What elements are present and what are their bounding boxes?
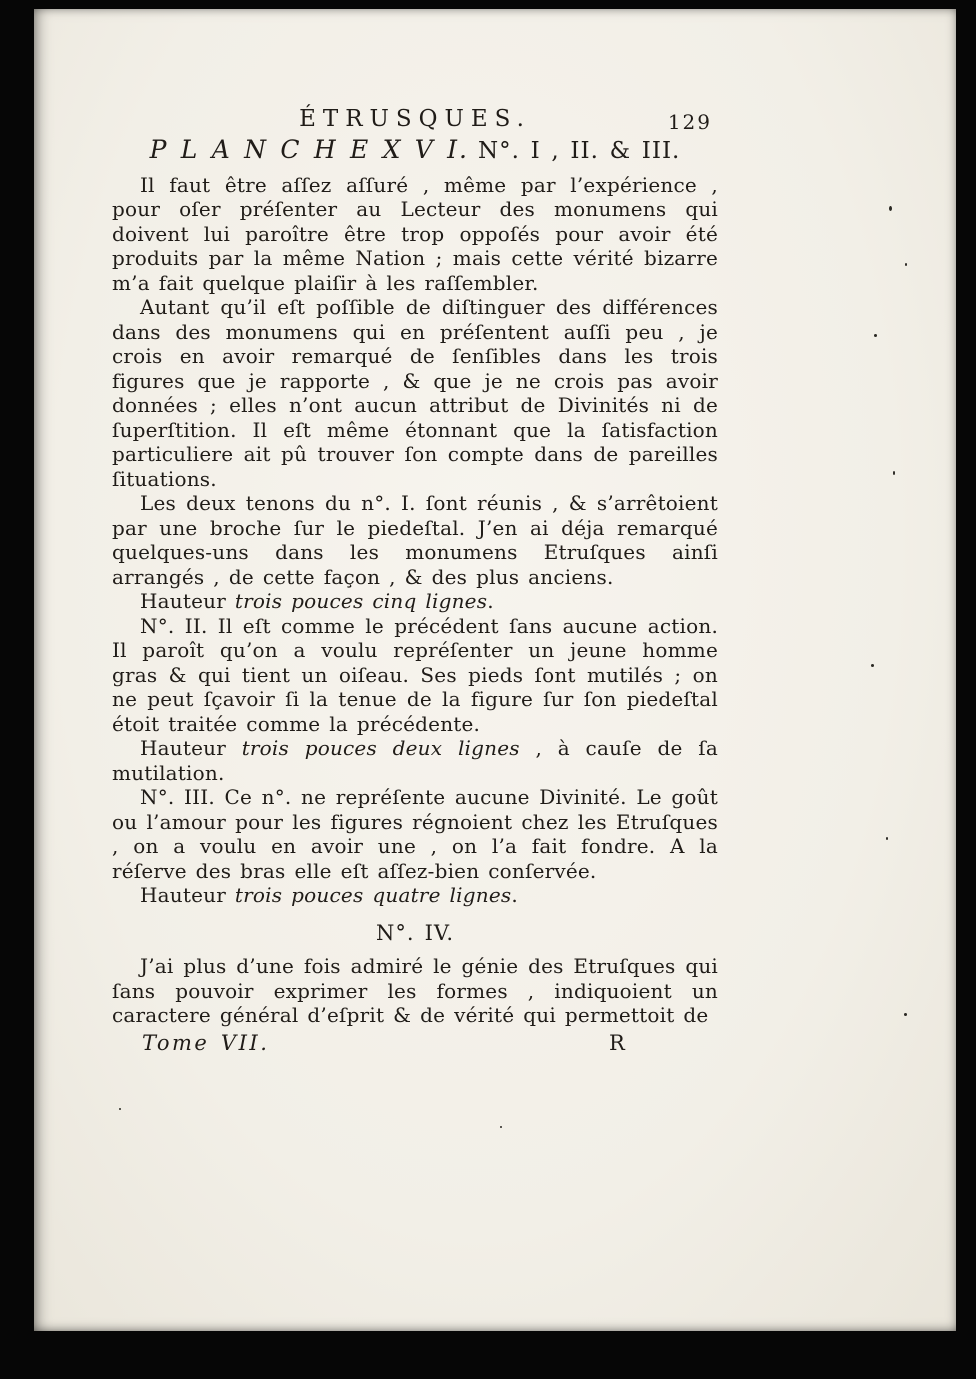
scan-speck (874, 334, 877, 337)
paragraph: N°. II. Il eſt comme le précédent ſans aucune action. Il paroît qu’on a voulu repréſenter un jeune homme gras & qui tient un oiſeau. Ses pieds ſont mutilés ; on ne peut ſçavoir ſi la tenue de la figure ſur ſon piedeſtal étoit traitée comme la précédente. (112, 613, 718, 736)
section-heading: N°. IV. (375, 920, 455, 945)
scan-speck (500, 1126, 502, 1128)
measurement-tail: . (487, 589, 494, 613)
plate-title-numbers: N°. I , II. & III. (477, 138, 681, 164)
running-head: ÉTRUSQUES. (299, 106, 531, 132)
scan-speck (905, 263, 907, 266)
measurement-value: trois pouces quatre lignes (234, 883, 512, 907)
scan-speck (904, 1013, 907, 1016)
measurement-line (112, 736, 718, 785)
measurement-tail: . (511, 883, 518, 907)
tome-label: Tome VII. (142, 1030, 270, 1055)
measurement-value: trois pouces deux lignes (241, 736, 520, 760)
footer-row (112, 1031, 718, 1059)
scan-speck (119, 1108, 121, 1110)
signature-mark: R (609, 1030, 626, 1055)
page-number: 129 (667, 110, 712, 134)
text-block (112, 107, 718, 1059)
measurement-lead: Hauteur (140, 883, 235, 907)
scan-speck (889, 206, 892, 211)
scan-speck (871, 664, 874, 667)
measurement-tail: , à cauſe de ſa mutilation. (112, 736, 718, 785)
measurement-line (112, 883, 718, 908)
header-row (112, 107, 718, 137)
paragraph: Autant qu’il eſt poſſible de diſtinguer des différences dans des monumens qui en préſentent auſſi peu , je crois en avoir remarqué de ſenſibles dans les trois figures que je rapporte , & que je ne crois pas avoir données ; elles n’ont aucun attribut de Divinités ni de ſuperſtition. Il eſt même étonnant que la ſatisfaction particuliere ait pû trouver ſon compte dans de pareilles ſituations. (112, 295, 718, 491)
measurement-lead: Hauteur (140, 736, 242, 760)
scan-speck (893, 471, 895, 475)
scan-speck (886, 837, 888, 840)
plate-title-spaced: P L A N C H E X V I. (149, 135, 469, 164)
measurement-line (112, 589, 718, 614)
paragraph: Il faut être aſſez aſſuré , même par l’expérience , pour oſer préſenter au Lecteur des monumens qui doivent lui paroître être trop oppoſés pour avoir été produits par la même Nation ; mais cette vérité bizarre m’a fait quelque plaiſir à les raſſembler. (112, 172, 718, 295)
measurement-lead: Hauteur (140, 589, 235, 613)
paper-page (34, 9, 956, 1331)
plate-title (112, 135, 718, 164)
measurement-value: trois pouces cinq lignes (234, 589, 488, 613)
paragraph: N°. III. Ce n°. ne repréſente aucune Divinité. Le goût ou l’amour pour les figures régnoient chez les Etruſques , on a voulu en avoir une , on l’a fait fondre. A la réſerve des bras elle eſt aſſez-bien conſervée. (112, 785, 718, 883)
paragraph: Les deux tenons du n°. I. ſont réunis , & s’arrêtoient par une broche ſur le piedeſtal. J’en ai déja remarqué quelques-uns dans les monumens Etruſques ainſi arrangés , de cette façon , & des plus anciens. (112, 491, 718, 589)
paragraph: J’ai plus d’une fois admiré le génie des Etruſques qui ſans pouvoir exprimer les formes , indiquoient un caractere général d’eſprit & de vérité qui permettoit de (112, 954, 718, 1027)
